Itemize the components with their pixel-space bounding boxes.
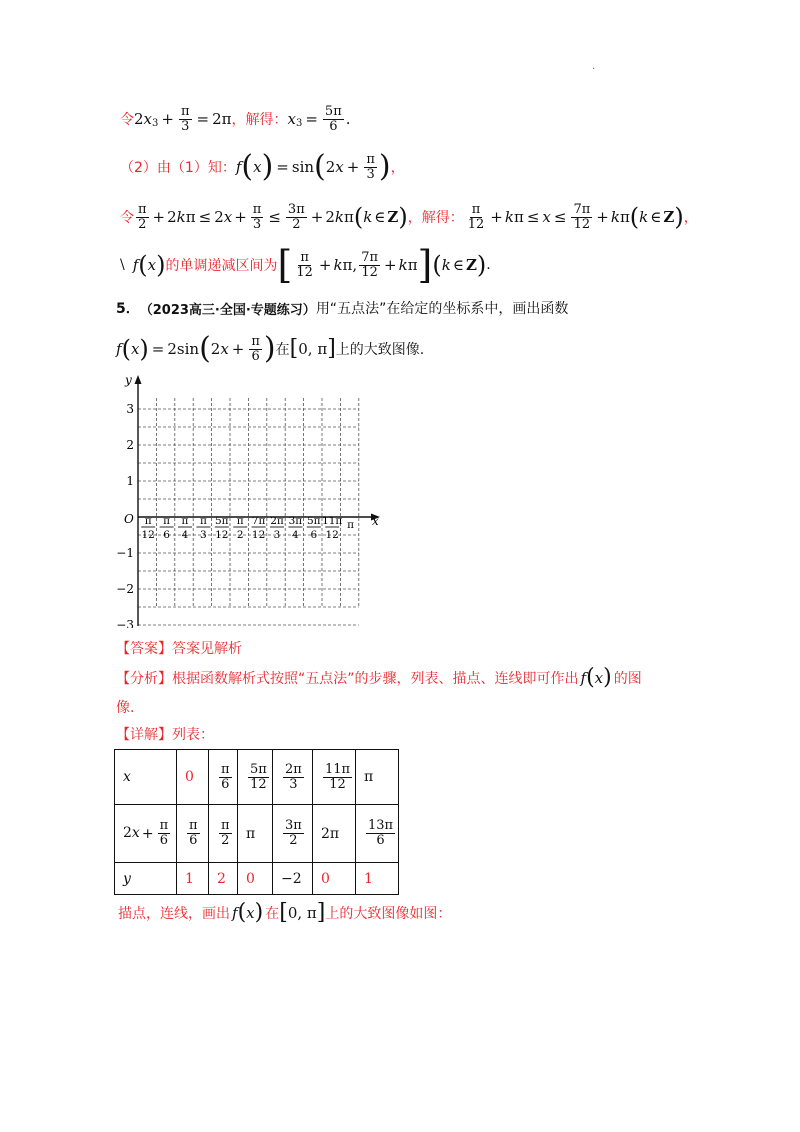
- table-cell-y-3: −2: [273, 863, 313, 895]
- x-tick-label: [196, 515, 210, 541]
- x-tick-denominator: 4: [292, 529, 299, 541]
- detail-text: 列表：: [172, 727, 214, 743]
- x-tick-denominator: 4: [181, 529, 189, 541]
- analysis-line-2-text: 像.: [116, 700, 135, 716]
- detail-tag: 【详解】: [116, 727, 172, 743]
- step3-tail: ，: [683, 210, 698, 226]
- step1-equation: 2 x 3 + $\frac{\pi}{3}$ = 2π: [134, 103, 232, 134]
- x-tick-label: [347, 519, 354, 531]
- x-tick-numerator: 2π: [270, 515, 284, 527]
- x-tick-denominator: 12: [251, 529, 266, 541]
- final-line: [118, 900, 451, 926]
- step1-solved-label: ，解得：: [231, 112, 288, 128]
- x-tick-numerator: π: [236, 515, 244, 527]
- analysis-text: 根据函数解析式按照“五点法”的步骤，列表、描点、连线即可作出: [172, 671, 579, 687]
- step1-result: x 3 = $\frac{5\pi}{6}$ .: [287, 103, 351, 134]
- step3-result: $\frac{\pi}{12}$ + k π ≤ x ≤ $\frac{7\pi}{12}$ + k π ( k ∈ Z ): [467, 201, 684, 232]
- step2-function: f ( x ) = sin ( 2 x + $\frac{\pi}{3}$ ): [235, 149, 391, 184]
- y-tick-label: 1: [126, 474, 134, 488]
- x-tick-denominator: 6: [163, 529, 170, 541]
- step2-comma: ，: [390, 160, 405, 176]
- analysis-line-1: [116, 664, 642, 692]
- x-tick-denominator: 12: [141, 529, 155, 541]
- x-tick-numerator: 5π: [215, 515, 229, 527]
- values-table: [114, 749, 399, 895]
- problem-text-1: 用“五点法”在给定的坐标系中，画出函数: [315, 301, 569, 317]
- x-tick-label: [307, 515, 321, 541]
- step3-solved-label: ，解得：: [407, 210, 464, 226]
- x-tick-numerator: π: [163, 515, 171, 527]
- table-row-arg: [115, 805, 399, 863]
- step2-label: （2）由（1）知：: [120, 160, 236, 176]
- problem-interval: [ 0, π ]: [289, 336, 336, 361]
- step4-text: 的单调递减区间为: [165, 258, 278, 274]
- y-axis-arrow: [135, 375, 142, 384]
- step3-line: [120, 197, 698, 237]
- x-tick-numerator: 11π: [322, 515, 343, 527]
- x-tick-label: [288, 515, 302, 541]
- table-cell-y-label: y: [115, 863, 177, 895]
- analysis-line-2: [116, 697, 134, 717]
- final-interval: [ 0, π ]: [279, 900, 326, 925]
- step4-fx: f ( x ): [132, 251, 166, 279]
- x-tick-label: [178, 515, 192, 541]
- x-tick-denominator: 12: [215, 529, 229, 541]
- x-axis-label: x: [372, 514, 379, 528]
- y-tick-label: 2: [126, 438, 134, 452]
- answer-tag: 【答案】: [116, 641, 172, 657]
- step1-prefix: 令: [120, 112, 134, 128]
- origin-label: O: [124, 512, 134, 526]
- problem-function: f ( x ) = 2sin ( 2 x + $\frac{\pi}{6}$ ): [116, 331, 276, 366]
- table-cell-y-2: 0: [238, 863, 273, 895]
- x-tick-denominator: 12: [325, 529, 339, 541]
- y-axis-label: y: [125, 373, 132, 387]
- grid-lines: [138, 398, 359, 625]
- analysis-tag: 【分析】: [116, 671, 172, 687]
- final-text-3: 上的大致图像如图：: [325, 906, 452, 922]
- table-cell-arg-5: $\frac{13\pi}{6}$: [356, 805, 399, 863]
- x-tick-numerator: π: [199, 515, 207, 527]
- problem-text-2: 上的大致图像.: [335, 342, 425, 358]
- table-cell-x-0: 0: [177, 750, 209, 805]
- problem-number: 5．: [116, 301, 140, 317]
- table-cell-arg-4: 2π: [313, 805, 356, 863]
- table-cell-y-4: 0: [313, 863, 356, 895]
- y-tick-label: −1: [116, 546, 134, 560]
- step4-period: .: [486, 257, 491, 273]
- table-cell-arg-1: $\frac{\pi}{2}$: [209, 805, 238, 863]
- problem-source: （2023高三·全国·专题练习）: [139, 302, 316, 318]
- x-tick-numerator: π: [347, 519, 355, 531]
- x-tick-denominator: 3: [273, 529, 281, 541]
- table-cell-x-label: x: [115, 750, 177, 805]
- table-cell-x-5: π: [356, 750, 399, 805]
- x-tick-label: [160, 515, 174, 541]
- problem-line-2: [116, 327, 424, 371]
- table-cell-y-1: 2: [209, 863, 238, 895]
- x-tick-numerator: π: [181, 515, 189, 527]
- x-tick-numerator: π: [144, 515, 152, 527]
- x-tick-label: [141, 515, 155, 541]
- table-cell-arg-3: $\frac{3\pi}{2}$: [273, 805, 313, 863]
- x-tick-label: [215, 515, 229, 541]
- table-cell-y-5: 1: [356, 863, 399, 895]
- table-cell-x-1: $\frac{\pi}{6}$: [209, 750, 238, 805]
- table-row-x: [115, 750, 399, 805]
- table-cell-x-4: $\frac{11\pi}{12}$: [313, 750, 356, 805]
- x-tick-label: [322, 515, 342, 541]
- x-tick-label: [270, 515, 284, 541]
- step4-backslash: \: [120, 257, 125, 273]
- problem-line-1: [116, 296, 568, 320]
- answer-text: 答案见解析: [172, 641, 242, 657]
- x-tick-numerator: 7π: [251, 515, 266, 527]
- x-tick-denominator: 3: [200, 529, 207, 541]
- answer-line: [116, 637, 242, 659]
- analysis-fx: f ( x ): [580, 665, 612, 690]
- x-tick-numerator: 5π: [307, 515, 321, 527]
- step2-line: [120, 147, 405, 187]
- table-cell-arg-label: 2x + $\frac{\pi}{6}$: [115, 805, 177, 863]
- table-cell-x-2: $\frac{5\pi}{12}$: [238, 750, 273, 805]
- final-fx: f ( x ): [232, 900, 264, 925]
- x-tick-numerator: 3π: [288, 515, 303, 527]
- table-cell-arg-0: $\frac{\pi}{6}$: [177, 805, 209, 863]
- y-tick-label: 3: [126, 402, 134, 416]
- x-tick-label: [252, 515, 266, 541]
- detail-line: [116, 723, 214, 745]
- step3-prefix: 令: [120, 210, 134, 226]
- x-tick-label: [233, 515, 247, 541]
- table-cell-x-3: $\frac{2\pi}{3}$: [273, 750, 313, 805]
- step4-line: [120, 243, 491, 287]
- y-tick-label: −2: [116, 582, 134, 596]
- final-text-2: 在: [265, 906, 280, 922]
- x-tick-denominator: 2: [236, 529, 244, 541]
- problem-in: 在: [275, 342, 290, 358]
- final-text-1: 描点，连线，画出: [118, 906, 230, 922]
- coordinate-grid: [112, 370, 392, 628]
- step3-inequality: $\frac{\pi}{2}$ + 2 k π ≤ 2 x + $\frac{\pi}{3}$ ≤ $\frac{3\pi}{2}$ + 2 k π ( k ∈ Z ): [138, 201, 408, 232]
- y-tick-label: −3: [116, 618, 134, 628]
- x-tick-denominator: 6: [310, 529, 318, 541]
- table-cell-y-0: 1: [177, 863, 209, 895]
- axes: [135, 375, 381, 626]
- analysis-tail: 的图: [613, 671, 642, 687]
- table-cell-arg-2: π: [238, 805, 273, 863]
- header-dot: ·: [592, 64, 596, 75]
- step1-line: [120, 100, 351, 138]
- step4-interval: [ $\frac{\pi}{12}$ + k π, $\frac{7\pi}{12}$ + k π ] ( k ∈ Z ): [277, 243, 487, 287]
- table-row-y: [115, 863, 399, 895]
